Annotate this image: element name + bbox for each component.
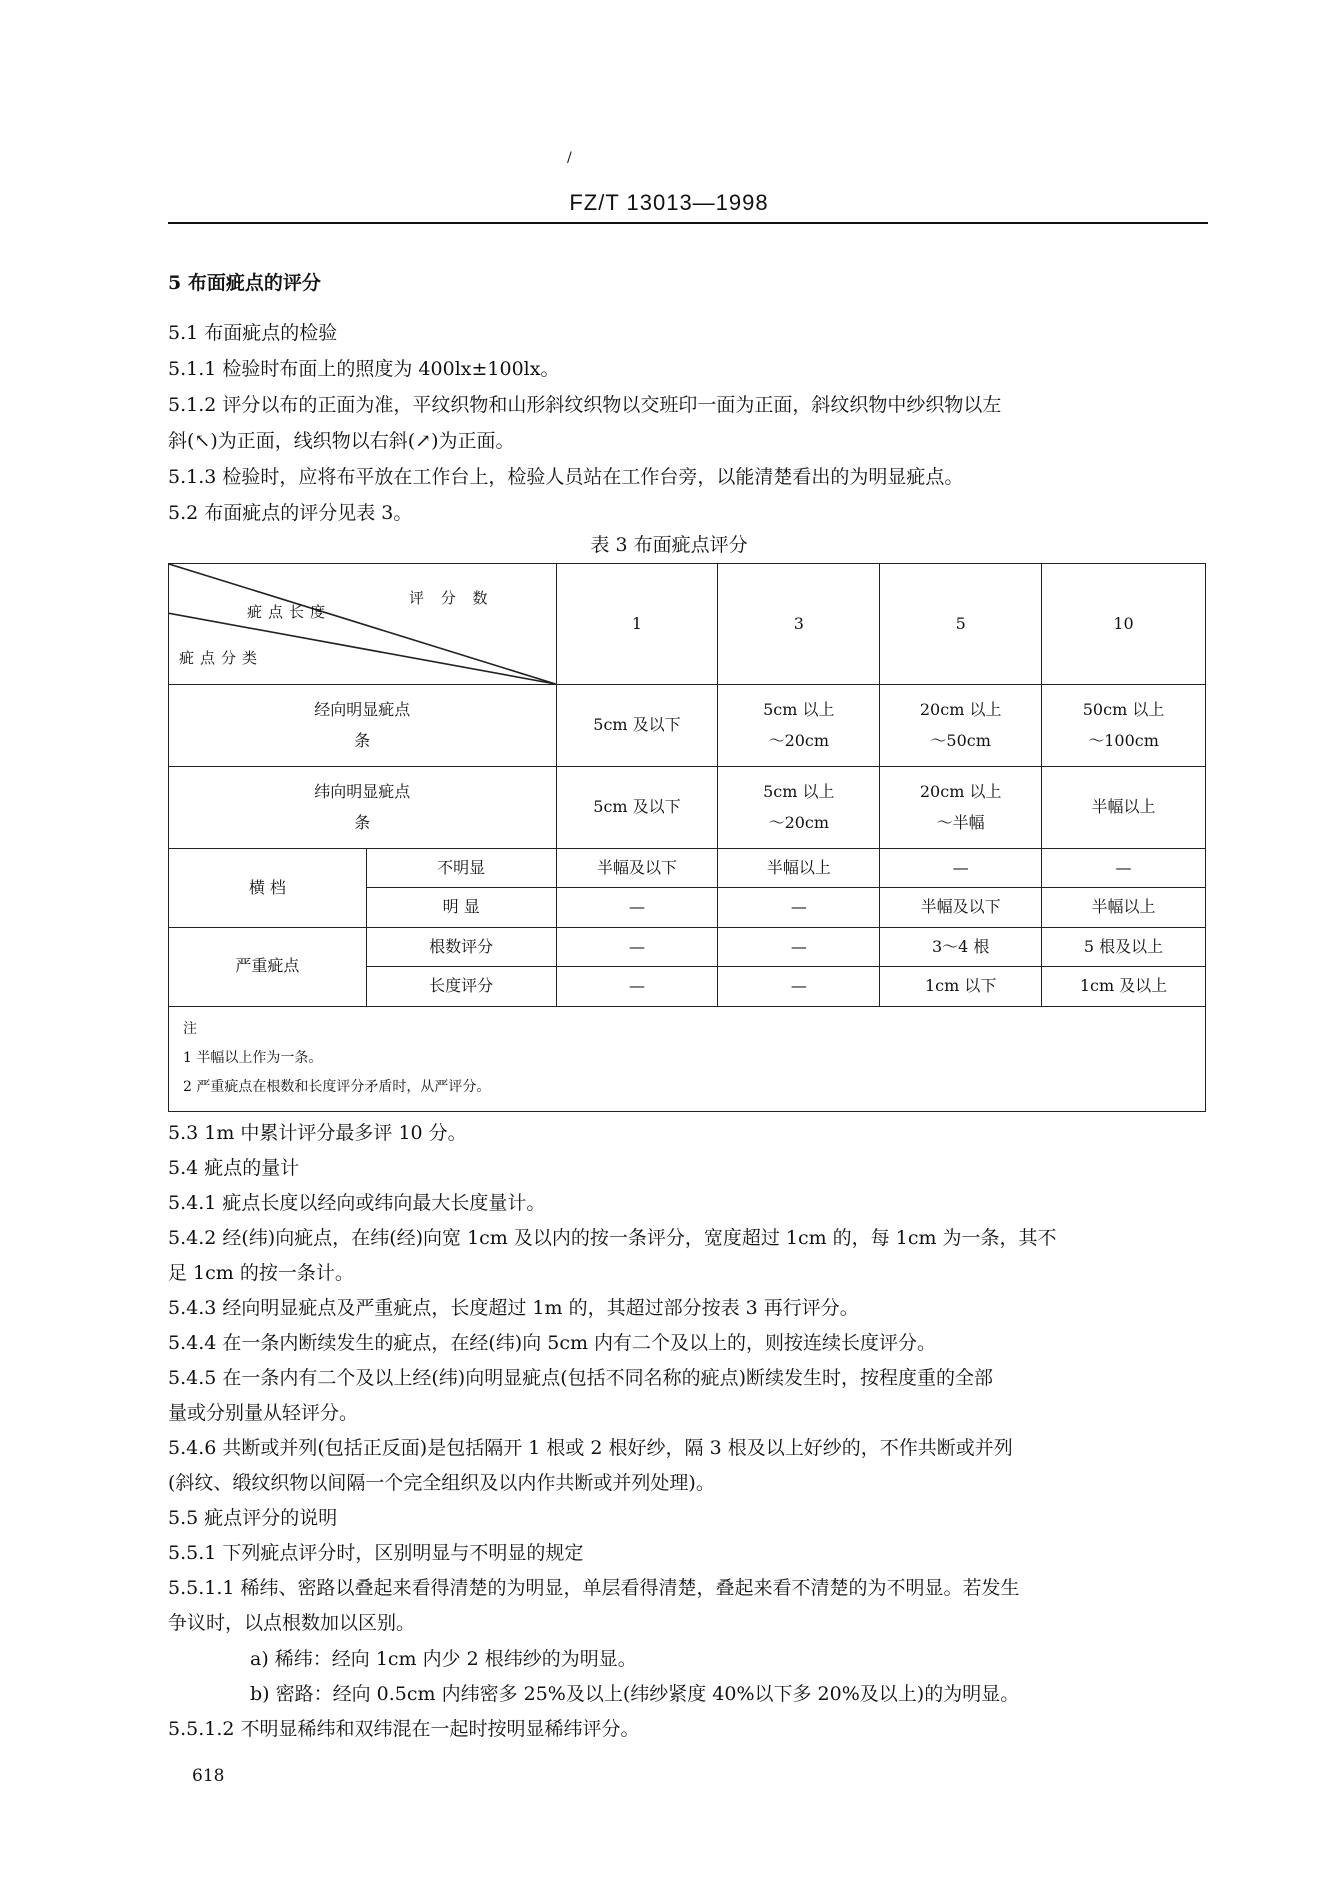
note-2: 2 严重疵点在根数和长度评分矛盾时，从严评分。: [183, 1079, 491, 1096]
table-cell: —: [556, 888, 718, 927]
table-cell: 半幅以上: [718, 849, 880, 888]
clause-5-4-2-cont: 足 1cm 的按一条计。: [168, 1262, 354, 1284]
clause-5-5: 5.5 疵点评分的说明: [168, 1507, 338, 1529]
table-notes: [169, 1006, 1206, 1111]
clause-5-4-3: 5.4.3 经向明显疵点及严重疵点，长度超过 1m 的，其超过部分按表 3 再行评分。: [168, 1297, 859, 1319]
table-caption: 表 3 布面疵点评分: [590, 534, 748, 556]
clause-5-5-1-1: 5.5.1.1 稀纬、密路以叠起来看得清楚的为明显，单层看得清楚，叠起来看不清楚的为不明显。若发生: [168, 1577, 1020, 1599]
table-cell: —: [1042, 849, 1206, 888]
table-cell: 5cm 及以下: [556, 767, 718, 849]
clause-5-5-1-2: 5.5.1.2 不明显稀纬和双纬混在一起时按明显稀纬评分。: [168, 1718, 640, 1740]
score-header: 1: [556, 564, 718, 685]
score-header: 10: [1042, 564, 1206, 685]
page-header: FZ/T 13013—1998: [569, 190, 769, 215]
notes-title: 注: [183, 1020, 197, 1037]
table-cell: 1cm 及以上: [1042, 967, 1206, 1006]
table-cell: 20cm 以上 ～半幅: [880, 767, 1042, 849]
table-cell: —: [718, 927, 880, 966]
table-cell: —: [718, 967, 880, 1006]
clause-5-1-2: 5.1.2 评分以布的正面为准，平纹织物和山形斜纹织物以交班印一面为正面，斜纹织物中纱织物以左: [168, 394, 1002, 416]
table-cell: 5cm 及以下: [556, 685, 718, 767]
diagonal-header-cell: [169, 564, 557, 685]
table-cell: 3～4 根: [880, 927, 1042, 966]
table-cell: 半幅及以下: [556, 849, 718, 888]
item-a: a) 稀纬：经向 1cm 内少 2 根纬纱的为明显。: [250, 1648, 637, 1670]
table-cell: —: [880, 849, 1042, 888]
row-label-severe: 严重疵点: [169, 927, 367, 1006]
scan-mark: /: [567, 150, 572, 166]
weft-label-2: 条: [354, 812, 371, 832]
header-rule: [168, 222, 1208, 224]
page-number: 618: [192, 1766, 225, 1786]
sub-label: 明 显: [366, 888, 556, 927]
table-cell: 5cm 以上 ～20cm: [718, 685, 880, 767]
clause-5-5-1-1-cont: 争议时，以点根数加以区别。: [168, 1612, 416, 1634]
table-cell: 半幅及以下: [880, 888, 1042, 927]
clause-5-2: 5.2 布面疵点的评分见表 3。: [168, 502, 413, 524]
clause-5-4-1: 5.4.1 疵点长度以经向或纬向最大长度量计。: [168, 1192, 546, 1214]
defect-scoring-table: [168, 563, 1206, 1112]
clause-5-4-5-cont: 量或分别量从轻评分。: [168, 1402, 359, 1424]
row-label-weft: [169, 767, 557, 849]
clause-5-4-5: 5.4.5 在一条内有二个及以上经(纬)向明显疵点(包括不同名称的疵点)断续发生时，按程度重的全部: [168, 1367, 994, 1389]
table-cell: 1cm 以下: [880, 967, 1042, 1006]
clause-5-1-1: 5.1.1 检验时布面上的照度为 400lx±100lx。: [168, 358, 560, 380]
score-header: 5: [880, 564, 1042, 685]
clause-5-4-2: 5.4.2 经(纬)向疵点，在纬(经)向宽 1cm 及以内的按一条评分，宽度超过 1cm 的，每 1cm 为一条，其不: [168, 1227, 1057, 1249]
table-cell: —: [718, 888, 880, 927]
score-header: 3: [718, 564, 880, 685]
row-label-bar: 横 档: [169, 849, 367, 928]
warp-label-1: 经向明显疵点: [314, 700, 411, 720]
clause-5-4-6: 5.4.6 共断或并列(包括正反面)是包括隔开 1 根或 2 根好纱，隔 3 根及以上好纱的，不作共断或并列: [168, 1437, 1013, 1459]
weft-label-1: 纬向明显疵点: [314, 782, 411, 802]
diag-label-score: 评 分 数: [409, 589, 494, 607]
table-cell: —: [556, 927, 718, 966]
table-cell: 50cm 以上 ～100cm: [1042, 685, 1206, 767]
table-cell: 半幅以上: [1042, 888, 1206, 927]
clause-5-4-4: 5.4.4 在一条内断续发生的疵点，在经(纬)向 5cm 内有二个及以上的，则按连续长度评分。: [168, 1332, 937, 1354]
clause-5-3: 5.3 1m 中累计评分最多评 10 分。: [168, 1122, 467, 1144]
item-b: b) 密路：经向 0.5cm 内纬密多 25%及以上(纬纱紧度 40%以下多 20%及以上)的为明显。: [250, 1683, 1020, 1705]
table-cell: 5 根及以上: [1042, 927, 1206, 966]
clause-5-4: 5.4 疵点的量计: [168, 1157, 300, 1179]
sub-label: 长度评分: [366, 967, 556, 1006]
table-cell: —: [556, 967, 718, 1006]
row-label-warp: [169, 685, 557, 767]
diag-label-category: 疵点分类: [179, 649, 264, 667]
warp-label-2: 条: [354, 730, 371, 750]
table-cell: 20cm 以上 ～50cm: [880, 685, 1042, 767]
table-cell: 半幅以上: [1042, 767, 1206, 849]
table-cell: 5cm 以上 ～20cm: [718, 767, 880, 849]
sub-label: 根数评分: [366, 927, 556, 966]
note-1: 1 半幅以上作为一条。: [183, 1049, 323, 1066]
diag-label-length: 疵点长度: [247, 603, 332, 621]
section-heading: 5 布面疵点的评分: [168, 272, 321, 294]
clause-5-1-2-cont: 斜(↖)为正面，线织物以右斜(↗)为正面。: [168, 430, 515, 452]
clause-5-5-1: 5.5.1 下列疵点评分时，区别明显与不明显的规定: [168, 1542, 584, 1564]
sub-label: 不明显: [366, 849, 556, 888]
clause-5-4-6-cont: (斜纹、缎纹织物以间隔一个完全组织及以内作共断或并列处理)。: [168, 1472, 715, 1494]
clause-5-1: 5.1 布面疵点的检验: [168, 322, 338, 344]
clause-5-1-3: 5.1.3 检验时，应将布平放在工作台上，检验人员站在工作台旁，以能清楚看出的为明显疵点。: [168, 466, 964, 488]
